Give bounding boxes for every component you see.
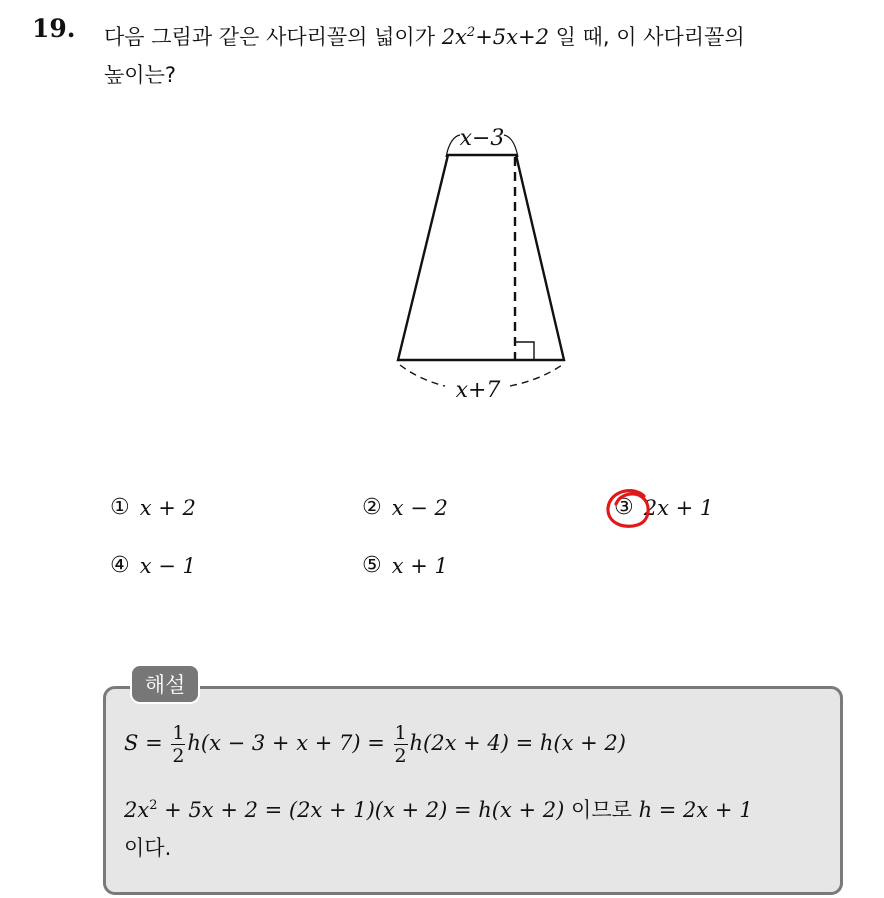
question-text [104, 14, 864, 94]
solution-line-1: S = $\frac{1}{2}$ h(x − 3 + x + 7) = $\frac{1}{2}$ h(2x + 4) = h(x + 2) [124, 722, 626, 767]
answer-circle-mark [604, 486, 654, 532]
choice-1[interactable] [110, 495, 196, 520]
solution-line-3: 이다. [124, 836, 172, 860]
bottom-brace-right [510, 365, 562, 386]
question-text-part2: 일 때, 이 사다리꼴의 [555, 25, 745, 49]
choice-2-number: ② [362, 495, 382, 520]
choice-5-expr: x + 1 [391, 553, 448, 578]
question-text-line2: 높이는? [104, 63, 177, 87]
choice-2-expr: x − 2 [391, 495, 448, 520]
choice-1-expr: x + 2 [139, 495, 196, 520]
question-text-part1: 다음 그림과 같은 사다리꼴의 넓이가 [104, 25, 435, 49]
choice-4[interactable] [110, 553, 196, 578]
bottom-brace [400, 365, 445, 386]
choice-2[interactable] [362, 495, 448, 520]
question-number: 19. [32, 14, 76, 43]
area-expression: $2x^2+5x+2$ [441, 25, 549, 49]
choice-4-expr: x − 1 [139, 553, 196, 578]
top-brace-right [504, 135, 518, 157]
choice-3-number: ③ [614, 495, 634, 520]
choice-5[interactable] [362, 553, 448, 578]
fraction-half-1: $\frac{1}{2}$ [172, 722, 185, 767]
fraction-half-2: $\frac{1}{2}$ [394, 722, 407, 767]
top-brace [446, 135, 460, 157]
choice-5-number: ⑤ [362, 553, 382, 578]
solution-line-2: $2x^2 + 5x + 2 = (2x + 1)(x + 2) = h(x + 2)$ 이므로 h = 2x + 1 [124, 798, 753, 822]
choice-4-number: ④ [110, 553, 130, 578]
bottom-side-label: x+7 [455, 378, 501, 403]
top-side-label: x−3 [459, 126, 505, 151]
choice-3-expr: 2x + 1 [643, 495, 714, 520]
solution-box [103, 686, 843, 895]
trapezoid-figure [380, 115, 580, 415]
choice-1-number: ① [110, 495, 130, 520]
right-angle-mark [515, 342, 534, 360]
trapezoid-shape [398, 155, 564, 360]
solution-tag: 해설 [130, 664, 200, 704]
